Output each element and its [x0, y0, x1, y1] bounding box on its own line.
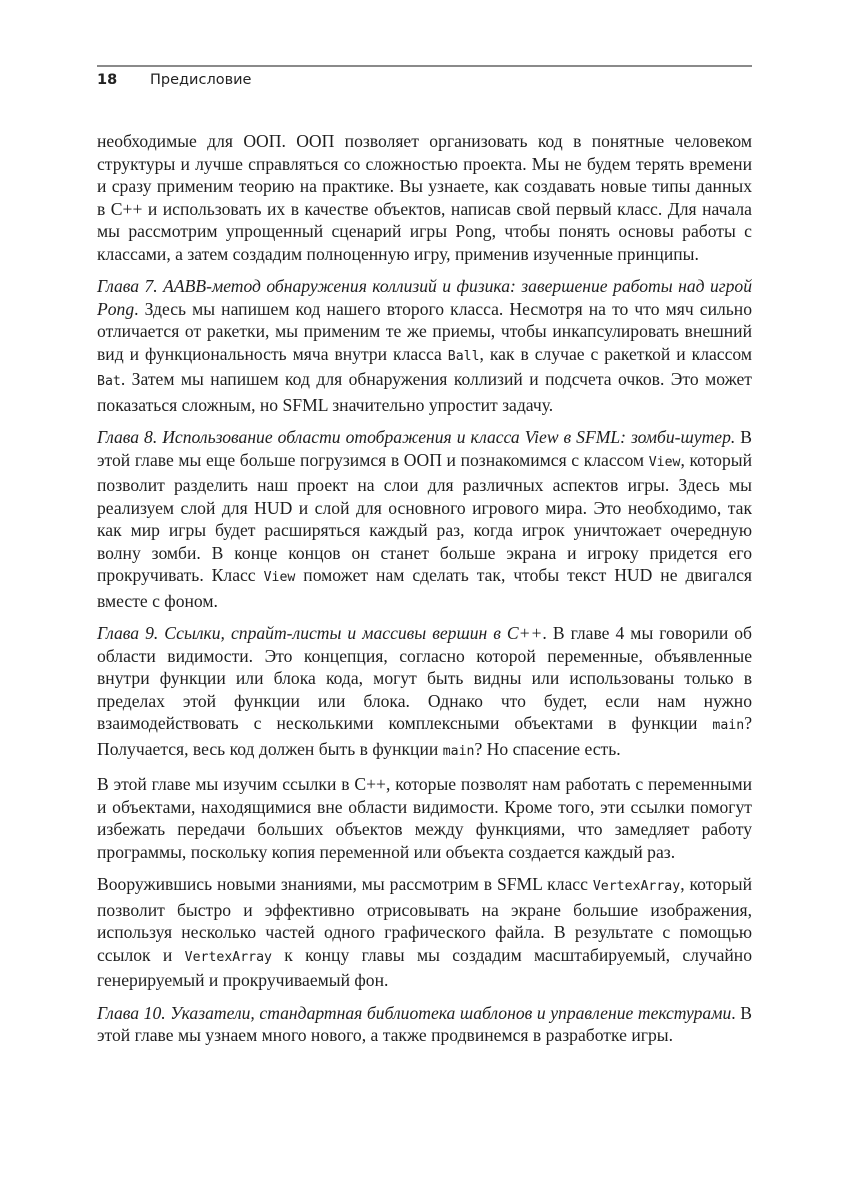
text-run: ? Получается, весь код должен быть в функции	[97, 713, 752, 759]
text-run: поможет нам сделать так, чтобы текст HUD не двигался вместе с фоном.	[97, 565, 752, 611]
paragraph	[97, 873, 752, 992]
chapter-title: Глава 9. Ссылки, спрайт-листы и массивы вершин в С++	[97, 623, 543, 643]
text-run: , который позволит быстро и эффективно отрисовывать на экране большие изображения, используя несколько частей одного графического файла. В результате с помощью ссылок и	[97, 874, 753, 965]
code-identifier: VertexArray	[184, 949, 272, 965]
page-number: 18	[97, 72, 118, 88]
code-identifier: main	[712, 718, 745, 733]
body-text	[97, 130, 752, 1047]
text-run: Вооружившись новыми знаниями, мы рассмотрим в SFML класс	[97, 874, 593, 894]
code-identifier: Bat	[97, 374, 121, 389]
text-run: . Затем мы напишем код для обнаружения коллизий и подсчета очков. Это может показаться сложным, но SFML значительно упростит задачу.	[97, 369, 752, 415]
text-run: ? Но спасение есть.	[474, 738, 621, 759]
code-identifier: Ball	[447, 348, 480, 364]
text-run: В этой главе мы изучим ссылки в С++, которые позволят нам работать с переменными и объектами, находящимися вне области видимости. Кроме того, эти ссылки помогут избежать передачи больших объектов между функциями, что замедляет работу программы, поскольку копия переменной или объекта создается каждый раз.	[97, 774, 752, 862]
chapter-title: Глава 8. Использование области отображения и класса View в SFML: зомби-шутер.	[97, 427, 736, 447]
text-run: к концу главы мы создадим масштабируемый, случайно генерируемый и прокручиваемый фон.	[97, 944, 753, 990]
paragraph-chapter-10	[97, 1002, 752, 1047]
paragraph	[97, 130, 752, 265]
paragraph	[97, 773, 752, 863]
header-rule	[97, 65, 752, 67]
code-identifier: main	[442, 743, 475, 759]
chapter-title: Глава 10. Указатели, стандартная библиотека шаблонов и управление текстурами	[97, 1002, 732, 1023]
text-run: . В главе 4 мы говорили об области видимости. Это концепция, согласно которой переменные, объявленные внутри функции или блока кода, могут быть видны или использованы только в пределах этой функции или блока. Однако что будет, если нам нужно взаимодействовать с несколькими комплексными объектами в функции	[97, 623, 752, 733]
code-identifier: VertexArray	[592, 879, 681, 894]
text-run: , который позволит разделить наш проект на слои для различных аспектов игры. Здесь мы реализуем слой для HUD и слой для основного игрового мира. Это необходимо, так как мир игры будет расширяться каждый раз, когда игрок уничтожает очередную волну зомби. В конце концов он станет больше экрана и игроку придется его прокручивать. Класс	[97, 449, 752, 585]
text-run: В этой главе мы еще больше погрузимся в ООП и познакомимся с классом	[97, 427, 752, 470]
running-header	[97, 72, 251, 92]
text-run: . Здесь мы напишем код нашего второго класса. Несмотря на то что мяч сильно отличается от ракетки, мы применим те же приемы, чтобы инкапсулировать внешний вид и функциональность мяча внутри класса	[97, 298, 752, 364]
code-identifier: View	[648, 454, 681, 470]
paragraph-chapter-9	[97, 622, 752, 763]
paragraph-chapter-7	[97, 275, 752, 416]
section-title: Предисловие	[150, 72, 252, 88]
code-identifier: View	[263, 570, 296, 585]
chapter-title: Глава 7. AABB-метод обнаружения коллизий и физика: завершение работы над игрой Pong	[97, 276, 752, 319]
paragraph-chapter-8	[97, 426, 752, 612]
text-run: , как в случае с ракеткой и классом	[479, 343, 752, 364]
text-run: необходимые для ООП. ООП позволяет организовать код в понятные человеком структуры и лучше справляться со сложностью проекта. Мы не будем терять времени и сразу применим теорию на практике. Вы узнаете, как создавать новые типы данных в С++ и использовать их в качестве объектов, написав свой первый класс. Для начала мы рассмотрим упрощенный сценарий игры Pong, чтобы понять основы работы с классами, а затем создадим полноценную игру, применив изученные принципы.	[97, 131, 752, 264]
text-run: . В этой главе мы узнаем много нового, а также продвинемся в разработке игры.	[97, 1002, 752, 1045]
